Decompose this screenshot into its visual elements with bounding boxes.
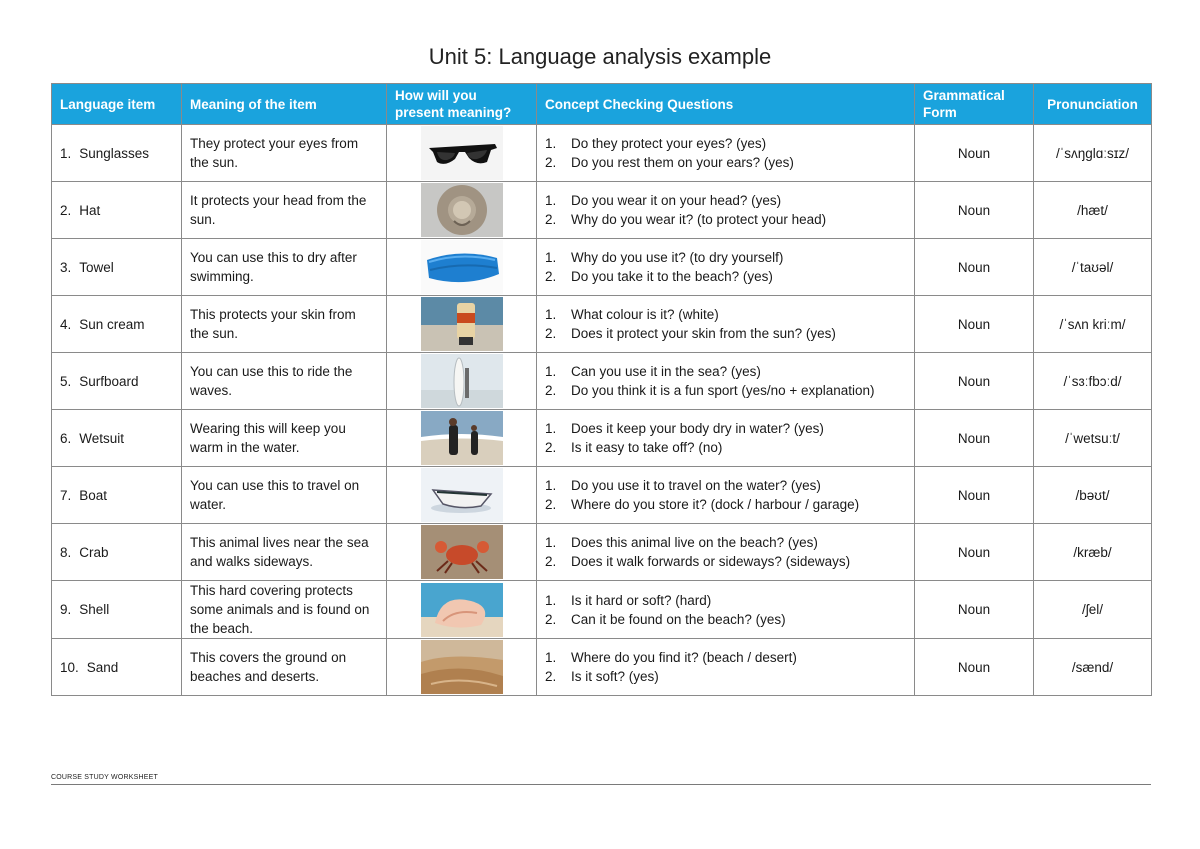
ccq-1: 1. Does it keep your body dry in water? (yes) [545,421,824,436]
pronunciation-cell: /ʃel/ [1034,581,1152,639]
header-language-item: Language item [52,84,182,125]
grammatical-form-cell: Noun [915,467,1034,524]
item-name: Shell [79,602,110,617]
ccq-1: 1. What colour is it? (white) [545,307,719,322]
item-number: 5. [60,373,72,389]
language-item-cell [52,639,182,696]
pronunciation-cell: /kræb/ [1034,524,1152,581]
boat-photo [421,468,503,522]
item-name: Sun cream [79,316,145,332]
present-meaning-cell [387,296,537,353]
item-number: 8. [60,544,72,560]
pronunciation-cell: /ˈsʌn kriːm/ [1034,296,1152,353]
header-ccq: Concept Checking Questions [537,84,915,125]
present-meaning-cell [387,639,537,696]
meaning-cell: This animal lives near the sea and walks sideways. [182,524,387,581]
table-row [52,410,1152,467]
table-row [52,353,1152,410]
present-meaning-cell [387,467,537,524]
present-meaning-cell [387,125,537,182]
table-row [52,467,1152,524]
ccq-cell [537,467,915,524]
table-row [52,239,1152,296]
ccq-1: 1. Does this animal live on the beach? (yes) [545,535,818,550]
pronunciation-cell: /ˈsʌŋglɑːsɪz/ [1034,125,1152,182]
present-meaning-cell [387,581,537,639]
grammatical-form-cell: Noun [915,182,1034,239]
pronunciation-cell: /sænd/ [1034,639,1152,696]
grammatical-form-cell: Noun [915,581,1034,639]
meaning-cell: You can use this to dry after swimming. [182,239,387,296]
present-meaning-cell [387,410,537,467]
ccq-2: 2. Why do you wear it? (to protect your head) [545,212,827,227]
item-number: 4. [60,316,72,332]
present-meaning-cell [387,524,537,581]
ccq-cell [537,239,915,296]
hat-photo [421,183,503,237]
ccq-2: 2. Can it be found on the beach? (yes) [545,611,786,627]
footer-divider [51,784,1151,785]
crab-photo [421,525,503,579]
grammatical-form-cell: Noun [915,410,1034,467]
language-item-cell [52,467,182,524]
meaning-cell: This protects your skin from the sun. [182,296,387,353]
pronunciation-cell: /ˈwetsuːt/ [1034,410,1152,467]
ccq-2: 2. Does it walk forwards or sideways? (sideways) [545,554,851,569]
meaning-cell: You can use this to travel on water. [182,467,387,524]
grammatical-form-cell: Noun [915,239,1034,296]
towel-photo [421,240,503,294]
meaning-cell: Wearing this will keep you warm in the water. [182,410,387,467]
language-item-cell [52,581,182,639]
ccq-2: 2. Is it soft? (yes) [545,669,659,684]
item-number: 9. [60,602,72,617]
ccq-1: 1. Why do you use it? (to dry yourself) [545,250,784,265]
ccq-cell [537,125,915,182]
language-item-cell [52,182,182,239]
item-name: Surfboard [79,373,139,389]
sand-photo [421,640,503,694]
item-name: Boat [79,487,108,503]
item-number: 7. [60,487,72,503]
grammatical-form-cell: Noun [915,296,1034,353]
item-name: Sand [86,659,119,675]
footer-label: COURSE STUDY WORKSHEET [51,774,158,781]
language-item-cell [52,524,182,581]
grammatical-form-cell: Noun [915,639,1034,696]
grammatical-form-cell: Noun [915,125,1034,182]
header-present-meaning: How will you present meaning? [387,84,537,125]
ccq-1: 1. Do you wear it on your head? (yes) [545,193,782,208]
wetsuit-photo [421,411,503,465]
pronunciation-cell: /ˈsɜːfbɔːd/ [1034,353,1152,410]
sun-cream-photo [421,297,503,351]
table-row [52,182,1152,239]
ccq-cell [537,353,915,410]
ccq-2: 2. Do you rest them on your ears? (yes) [545,155,794,170]
item-number: 1. [60,145,72,161]
sunglasses-photo [421,126,503,180]
ccq-2: 2. Does it protect your skin from the sun? (yes) [545,326,836,341]
item-name: Hat [79,202,101,218]
header-grammatical-form: Grammatical Form [915,84,1034,125]
language-item-cell [52,296,182,353]
meaning-cell: It protects your head from the sun. [182,182,387,239]
item-name: Sunglasses [79,145,150,161]
table-row [52,524,1152,581]
table-header-row [52,84,1152,125]
item-number: 3. [60,259,72,275]
ccq-2: 2. Is it easy to take off? (no) [545,440,723,455]
surfboard-photo [421,354,503,408]
pronunciation-cell: /hæt/ [1034,182,1152,239]
shell-photo [421,583,503,637]
table-row [52,125,1152,182]
ccq-cell [537,296,915,353]
ccq-cell [537,524,915,581]
language-item-cell [52,125,182,182]
ccq-1: 1. Can you use it in the sea? (yes) [545,364,761,379]
ccq-1: 1. Is it hard or soft? (hard) [545,592,712,608]
meaning-cell: This covers the ground on beaches and deserts. [182,639,387,696]
ccq-cell [537,410,915,467]
language-item-cell [52,410,182,467]
header-pronunciation: Pronunciation [1034,84,1152,125]
table-row [52,581,1152,639]
ccq-cell [537,182,915,239]
grammatical-form-cell: Noun [915,353,1034,410]
page-title: Unit 5: Language analysis example [428,44,772,69]
pronunciation-cell: /bəʊt/ [1034,467,1152,524]
ccq-cell [537,639,915,696]
item-name: Towel [79,259,114,275]
ccq-cell [537,581,915,639]
item-number: 10. [60,659,79,675]
item-name: Wetsuit [79,430,125,446]
ccq-2: 2. Where do you store it? (dock / harbour / garage) [545,497,860,512]
meaning-cell: You can use this to ride the waves. [182,353,387,410]
ccq-1: 1. Do they protect your eyes? (yes) [545,136,767,151]
pronunciation-cell: /ˈtaʊəl/ [1034,239,1152,296]
present-meaning-cell [387,353,537,410]
table-row [52,639,1152,696]
ccq-1: 1. Do you use it to travel on the water? (yes) [545,478,821,493]
present-meaning-cell [387,239,537,296]
language-item-cell [52,239,182,296]
item-number: 2. [60,202,72,218]
ccq-2: 2. Do you think it is a fun sport (yes/no + explanation) [545,383,875,398]
item-name: Crab [79,544,109,560]
meaning-cell: This hard covering protects some animals and is found on the beach. [182,581,387,639]
table-row [52,296,1152,353]
present-meaning-cell [387,182,537,239]
header-meaning: Meaning of the item [182,84,387,125]
meaning-cell: They protect your eyes from the sun. [182,125,387,182]
ccq-2: 2. Do you take it to the beach? (yes) [545,269,773,284]
item-number: 6. [60,430,72,446]
language-item-cell [52,353,182,410]
language-analysis-table [51,83,1152,696]
grammatical-form-cell: Noun [915,524,1034,581]
ccq-1: 1. Where do you find it? (beach / desert) [545,650,797,665]
